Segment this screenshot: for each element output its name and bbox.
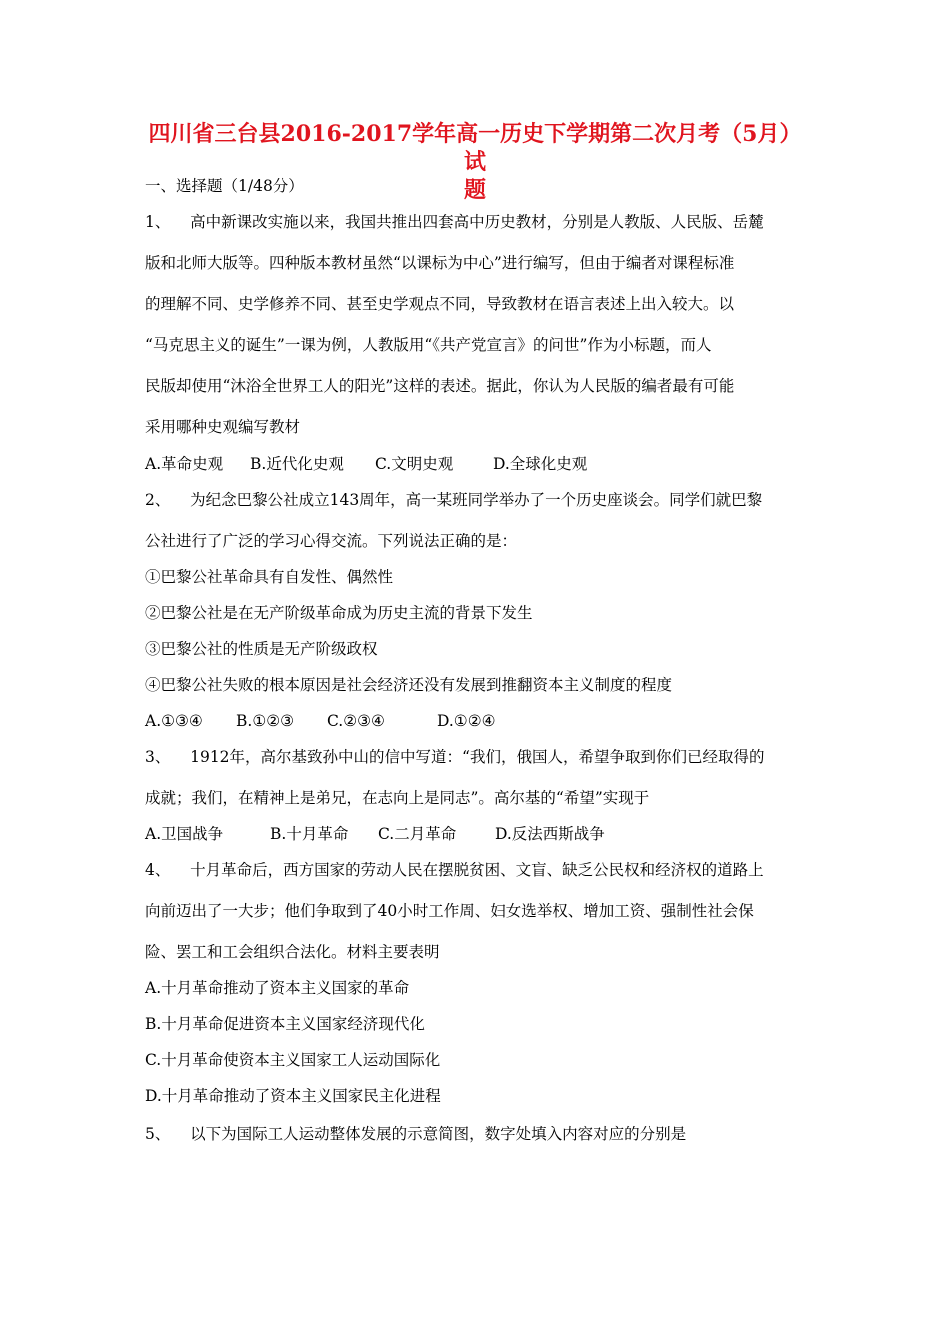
question-3-stem-line: 成就；我们，在精神上是弟兄，在志向上是同志”。高尔基的“希望”实现于 xyxy=(145,789,650,807)
option-c[interactable]: C.②③④ xyxy=(327,712,385,730)
question-2-statement: ③巴黎公社的性质是无产阶级政权 xyxy=(145,640,378,658)
question-4-stem-line: 向前迈出了一大步；他们争取到了40小时工作周、妇女选举权、增加工资、强制性社会保 xyxy=(145,902,754,920)
question-3-options xyxy=(145,824,810,844)
option-a[interactable]: A.革命史观 xyxy=(145,455,224,473)
question-5-stem-line: 以下为国际工人运动整体发展的示意简图，数字处填入内容对应的分别是 xyxy=(190,1125,687,1143)
question-1-stem-line: 高中新课改实施以来，我国共推出四套高中历史教材，分别是人教版、人民版、岳麓 xyxy=(190,213,764,231)
option-c[interactable]: C.十月革命使资本主义国家工人运动国际化 xyxy=(145,1051,441,1069)
question-2-stem-line: 公社进行了广泛的学习心得交流。下列说法正确的是： xyxy=(145,532,518,550)
question-1-stem-line: 的理解不同、史学修养不同、甚至史学观点不同，导致教材在语言表述上出入较大。以 xyxy=(145,295,735,313)
question-2-statement: ②巴黎公社是在无产阶级革命成为历史主流的背景下发生 xyxy=(145,604,533,622)
question-5-line-1 xyxy=(145,1124,810,1144)
question-1-line-1 xyxy=(145,212,810,232)
option-b[interactable]: B.近代化史观 xyxy=(250,455,344,473)
question-1-options xyxy=(145,454,810,474)
question-3-line-1 xyxy=(145,747,810,767)
question-1-stem-line: 民版却使用“沐浴全世界工人的阳光”这样的表述。据此，你认为人民版的编者最有可能 xyxy=(145,377,735,395)
option-d[interactable]: D.十月革命推动了资本主义国家民主化进程 xyxy=(145,1087,441,1105)
option-d[interactable]: D.①②④ xyxy=(437,712,496,730)
question-1-stem-line: 版和北师大版等。四种版本教材虽然“以课标为中心”进行编写，但由于编者对课程标准 xyxy=(145,254,735,272)
title-line-2: 题 xyxy=(463,177,486,203)
question-1-stem-line: “马克思主义的诞生”一课为例，人教版用“《共产党宣言》的问世”作为小标题，而人 xyxy=(145,336,712,354)
question-2-statement: ①巴黎公社革命具有自发性、偶然性 xyxy=(145,568,394,586)
question-2-number: 2、 xyxy=(145,491,171,509)
question-2-stem-line: 为纪念巴黎公社成立143周年，高一某班同学举办了一个历史座谈会。同学们就巴黎 xyxy=(190,491,763,509)
option-c[interactable]: C.文明史观 xyxy=(375,455,454,473)
question-5-number: 5、 xyxy=(145,1125,171,1143)
option-c[interactable]: C.二月革命 xyxy=(378,825,457,843)
question-4-number: 4、 xyxy=(145,861,171,879)
option-a[interactable]: A.①③④ xyxy=(145,712,203,730)
option-a[interactable]: A.十月革命推动了资本主义国家的革命 xyxy=(145,979,410,997)
question-2-options xyxy=(145,711,810,731)
option-d[interactable]: D.全球化史观 xyxy=(493,455,588,473)
option-b[interactable]: B.十月革命 xyxy=(270,825,349,843)
title-line-1: 四川省三台县2016-2017学年高一历史下学期第二次月考（5月）试 xyxy=(148,121,802,175)
question-1-number: 1、 xyxy=(145,213,171,231)
question-3-stem-line: 1912年，高尔基致孙中山的信中写道：“我们，俄国人，希望争取到你们已经取得的 xyxy=(190,748,765,766)
question-1-stem-line: 采用哪种史观编写教材 xyxy=(145,418,301,436)
section-heading: 一、选择题（1/48分） xyxy=(145,177,304,195)
question-4-stem-line: 险、罢工和工会组织合法化。材料主要表明 xyxy=(145,943,440,961)
question-4-line-1 xyxy=(145,860,810,880)
question-3-number: 3、 xyxy=(145,748,171,766)
option-d[interactable]: D.反法西斯战争 xyxy=(495,825,605,843)
question-2-line-1 xyxy=(145,490,810,510)
question-4-stem-line: 十月革命后，西方国家的劳动人民在摆脱贫困、文盲、缺乏公民权和经济权的道路上 xyxy=(190,861,764,879)
question-2-statement: ④巴黎公社失败的根本原因是社会经济还没有发展到推翻资本主义制度的程度 xyxy=(145,676,673,694)
option-a[interactable]: A.卫国战争 xyxy=(145,825,224,843)
option-b[interactable]: B.①②③ xyxy=(236,712,295,730)
option-b[interactable]: B.十月革命促进资本主义国家经济现代化 xyxy=(145,1015,425,1033)
